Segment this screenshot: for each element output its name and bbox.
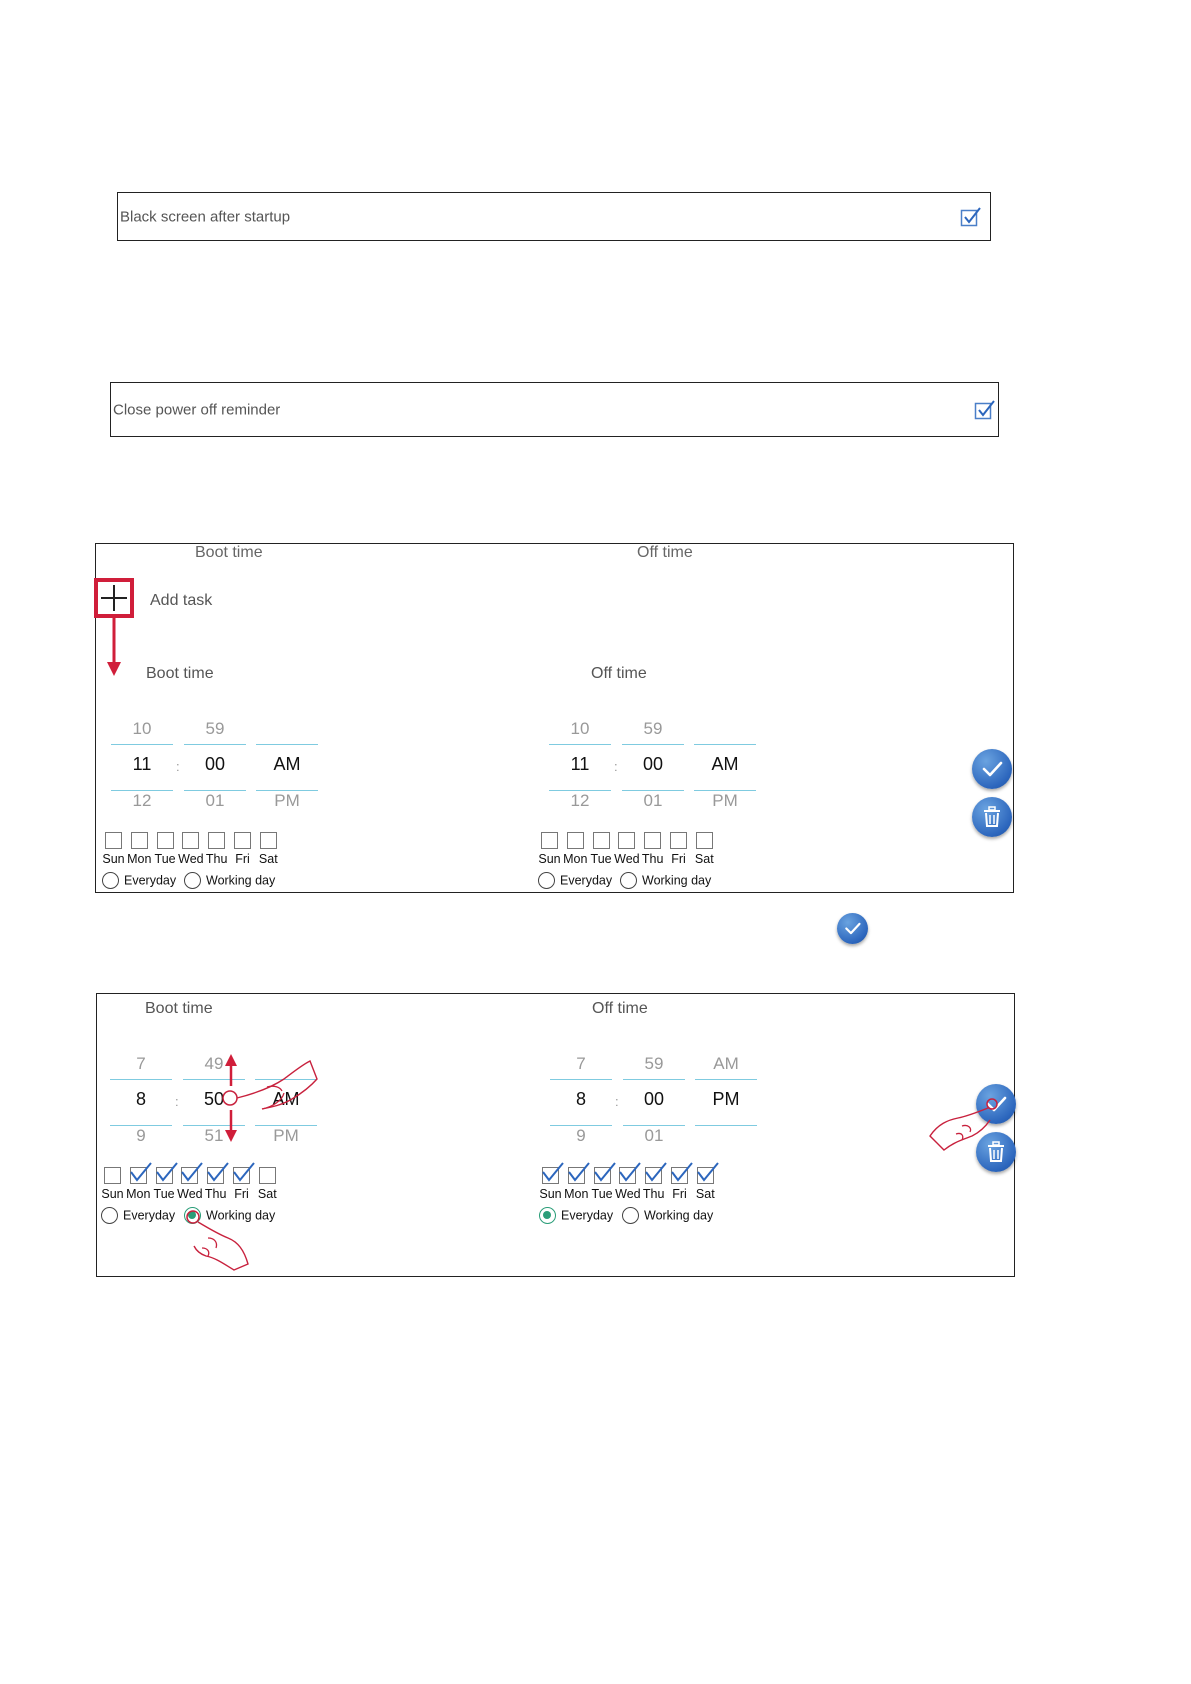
boot-everyday-radio[interactable] xyxy=(102,872,176,889)
day-label: Thu xyxy=(204,1187,227,1201)
checkmark-icon xyxy=(696,1162,720,1184)
hand-pointer-icon xyxy=(180,1208,260,1272)
ampm-next: PM xyxy=(712,791,738,810)
day-checkbox[interactable] xyxy=(104,1167,121,1184)
hour-current: 11 xyxy=(570,754,590,774)
minute-wheel[interactable] xyxy=(623,1052,685,1157)
close-reminder-checkbox[interactable] xyxy=(974,399,996,421)
day-label: Wed xyxy=(615,1187,641,1201)
day-checkbox[interactable] xyxy=(259,1167,276,1184)
day-label: Tue xyxy=(591,1187,613,1201)
day-checkbox[interactable] xyxy=(619,1167,636,1184)
close-reminder-setting[interactable] xyxy=(110,382,999,437)
hour-next: 9 xyxy=(136,1126,146,1145)
day-checkbox[interactable] xyxy=(568,1167,585,1184)
checkmark-icon xyxy=(206,1162,230,1184)
minute-current: 00 xyxy=(642,754,664,774)
day-wed[interactable] xyxy=(613,832,640,866)
time-colon: : xyxy=(176,759,180,774)
day-checkbox[interactable] xyxy=(696,832,713,849)
day-checkbox[interactable] xyxy=(181,1167,198,1184)
hand-pointer-icon xyxy=(222,1057,322,1117)
working-day-label: Working day xyxy=(206,1208,276,1223)
minute-wheel[interactable] xyxy=(622,717,684,822)
radio-circle[interactable] xyxy=(620,872,637,889)
day-checkbox[interactable] xyxy=(156,1167,173,1184)
day-label: Tue xyxy=(154,852,176,866)
day-sat[interactable] xyxy=(692,1167,719,1201)
day-checkbox[interactable] xyxy=(105,832,122,849)
checkmark-icon xyxy=(670,1162,694,1184)
day-label: Tue xyxy=(590,852,612,866)
minute-prev: 59 xyxy=(644,1054,664,1073)
plus-icon xyxy=(98,582,130,614)
boot-everyday-radio[interactable] xyxy=(101,1207,175,1224)
day-checkbox[interactable] xyxy=(567,832,584,849)
minute-current: 50 xyxy=(203,1089,225,1109)
hour-current: 8 xyxy=(575,1089,586,1109)
day-sun[interactable] xyxy=(100,832,127,866)
everyday-label: Everyday xyxy=(560,873,613,888)
day-checkbox[interactable] xyxy=(234,832,251,849)
day-sat[interactable] xyxy=(691,832,718,866)
radio-circle[interactable] xyxy=(102,872,119,889)
hour-prev: 7 xyxy=(576,1054,586,1073)
day-mon[interactable] xyxy=(125,1167,152,1201)
checkmark-icon xyxy=(618,1162,642,1184)
day-thu[interactable] xyxy=(639,832,666,866)
check-icon xyxy=(972,749,1012,789)
day-fri[interactable] xyxy=(665,832,692,866)
off-time-title: Off time xyxy=(591,665,647,682)
ampm-wheel[interactable] xyxy=(256,717,318,822)
boot-time-picker[interactable] xyxy=(111,717,341,822)
day-label: Fri xyxy=(671,852,686,866)
black-screen-label: Black screen after startup xyxy=(120,208,291,225)
day-sat[interactable] xyxy=(254,1167,281,1201)
day-thu[interactable] xyxy=(202,1167,229,1201)
day-fri[interactable] xyxy=(666,1167,693,1201)
day-sun[interactable] xyxy=(537,1167,564,1201)
day-label: Mon xyxy=(564,1187,589,1201)
day-label: Tue xyxy=(153,1187,175,1201)
hour-next: 12 xyxy=(570,791,590,810)
day-wed[interactable] xyxy=(614,1167,641,1201)
minute-prev: 49 xyxy=(204,1054,224,1073)
off-time-picker[interactable] xyxy=(550,1052,780,1157)
hour-wheel[interactable] xyxy=(550,1052,612,1157)
day-label: Sat xyxy=(694,852,714,866)
off-working-day-radio[interactable] xyxy=(622,1207,713,1224)
day-tue[interactable] xyxy=(589,1167,616,1201)
time-colon: : xyxy=(614,759,618,774)
minute-prev: 59 xyxy=(643,719,663,738)
close-reminder-label: Close power off reminder xyxy=(113,401,281,418)
add-task-label: Add task xyxy=(150,592,213,609)
annotation-arrow-down xyxy=(104,618,124,678)
day-label: Sat xyxy=(257,1187,277,1201)
everyday-label: Everyday xyxy=(124,873,177,888)
ampm-prev: AM xyxy=(713,1054,739,1073)
hour-next: 9 xyxy=(576,1126,586,1145)
day-label: Mon xyxy=(126,1187,151,1201)
day-checkbox[interactable] xyxy=(130,1167,147,1184)
day-mon[interactable] xyxy=(562,832,589,866)
ampm-current: AM xyxy=(711,754,739,774)
day-label: Sun xyxy=(102,852,125,866)
black-screen-setting[interactable] xyxy=(117,192,991,241)
working-day-label: Working day xyxy=(206,873,276,888)
day-mon[interactable] xyxy=(563,1167,590,1201)
hour-prev: 10 xyxy=(570,719,590,738)
day-tue[interactable] xyxy=(588,832,615,866)
time-colon: : xyxy=(175,1094,179,1109)
day-label: Fri xyxy=(234,1187,249,1201)
radio-circle[interactable] xyxy=(101,1207,118,1224)
off-working-day-radio[interactable] xyxy=(620,872,711,889)
day-checkbox[interactable] xyxy=(131,832,148,849)
day-label: Thu xyxy=(205,852,228,866)
radio-circle[interactable] xyxy=(184,872,201,889)
boot-time-title: Boot time xyxy=(146,665,214,682)
day-label: Wed xyxy=(614,852,640,866)
day-thu[interactable] xyxy=(640,1167,667,1201)
ampm-current: AM xyxy=(272,1089,300,1109)
ampm-current: AM xyxy=(273,754,301,774)
hour-wheel[interactable] xyxy=(110,1052,172,1157)
ampm-wheel[interactable] xyxy=(695,1052,757,1157)
day-thu[interactable] xyxy=(203,832,230,866)
day-checkbox[interactable] xyxy=(671,1167,688,1184)
trash-icon xyxy=(972,797,1012,837)
boot-working-day-radio[interactable] xyxy=(184,872,275,889)
checkmark-icon xyxy=(129,1162,153,1184)
radio-circle[interactable] xyxy=(622,1207,639,1224)
ampm-current: PM xyxy=(712,1089,740,1109)
day-label: Thu xyxy=(641,852,664,866)
day-fri[interactable] xyxy=(229,832,256,866)
day-label: Sun xyxy=(538,852,561,866)
day-tue[interactable] xyxy=(152,832,179,866)
working-day-label: Working day xyxy=(642,873,712,888)
day-label: Fri xyxy=(672,1187,687,1201)
ampm-next: PM xyxy=(273,1126,299,1145)
day-wed[interactable] xyxy=(177,832,204,866)
black-screen-checkbox[interactable] xyxy=(960,206,982,228)
day-checkbox[interactable] xyxy=(157,832,174,849)
hour-prev: 7 xyxy=(136,1054,146,1073)
hour-prev: 10 xyxy=(132,719,152,738)
boot-time-header: Boot time xyxy=(195,544,263,561)
day-checkbox[interactable] xyxy=(670,832,687,849)
everyday-label: Everyday xyxy=(123,1208,176,1223)
off-everyday-radio[interactable] xyxy=(539,1207,613,1224)
minute-next: 01 xyxy=(205,791,225,810)
day-label: Fri xyxy=(235,852,250,866)
checkmark-icon xyxy=(593,1162,617,1184)
minute-prev: 59 xyxy=(205,719,225,738)
day-checkbox[interactable] xyxy=(697,1167,714,1184)
day-sat[interactable] xyxy=(255,832,282,866)
day-checkbox[interactable] xyxy=(594,1167,611,1184)
day-label: Thu xyxy=(642,1187,665,1201)
day-label: Wed xyxy=(177,1187,203,1201)
day-fri[interactable] xyxy=(228,1167,255,1201)
hand-pointer-icon xyxy=(928,1090,1000,1152)
day-checkbox[interactable] xyxy=(260,832,277,849)
day-label: Mon xyxy=(563,852,588,866)
everyday-label: Everyday xyxy=(561,1208,614,1223)
radio-circle[interactable] xyxy=(539,1207,556,1224)
add-task-button[interactable] xyxy=(94,578,134,618)
day-checkbox[interactable] xyxy=(208,832,225,849)
working-day-label: Working day xyxy=(644,1208,714,1223)
day-checkbox[interactable] xyxy=(207,1167,224,1184)
hour-wheel[interactable] xyxy=(111,717,173,822)
radio-circle[interactable] xyxy=(538,872,555,889)
day-label: Wed xyxy=(178,852,204,866)
day-sun[interactable] xyxy=(536,832,563,866)
minute-next: 01 xyxy=(643,791,663,810)
day-checkbox[interactable] xyxy=(542,1167,559,1184)
ampm-next: PM xyxy=(274,791,300,810)
day-label: Mon xyxy=(127,852,152,866)
day-checkbox[interactable] xyxy=(233,1167,250,1184)
day-label: Sun xyxy=(101,1187,124,1201)
off-everyday-radio[interactable] xyxy=(538,872,612,889)
day-mon[interactable] xyxy=(126,832,153,866)
off-time-header: Off time xyxy=(637,544,693,561)
boot-time-title: Boot time xyxy=(145,1000,213,1017)
checkmark-icon xyxy=(567,1162,591,1184)
hour-current: 11 xyxy=(132,754,152,774)
day-wed[interactable] xyxy=(176,1167,203,1201)
confirm-button[interactable] xyxy=(972,749,1012,789)
off-time-title: Off time xyxy=(592,1000,648,1017)
checkmark-icon xyxy=(155,1162,179,1184)
day-checkbox[interactable] xyxy=(644,832,661,849)
hour-wheel[interactable] xyxy=(549,717,611,822)
schedule-panel-add-task xyxy=(95,543,1014,893)
day-checkbox[interactable] xyxy=(182,832,199,849)
day-checkbox[interactable] xyxy=(618,832,635,849)
day-tue[interactable] xyxy=(151,1167,178,1201)
day-label: Sat xyxy=(695,1187,715,1201)
day-sun[interactable] xyxy=(99,1167,126,1201)
checkmark-icon xyxy=(180,1162,204,1184)
minute-current: 00 xyxy=(643,1089,665,1109)
minute-next: 01 xyxy=(644,1126,664,1145)
check-icon xyxy=(837,913,868,944)
minute-next: 51 xyxy=(204,1126,224,1145)
delete-button[interactable] xyxy=(972,797,1012,837)
hour-current: 8 xyxy=(135,1089,146,1109)
minute-current: 00 xyxy=(204,754,226,774)
off-time-picker[interactable] xyxy=(549,717,779,822)
time-colon: : xyxy=(615,1094,619,1109)
checkmark-icon xyxy=(232,1162,256,1184)
day-label: Sun xyxy=(539,1187,562,1201)
hour-next: 12 xyxy=(132,791,152,810)
day-checkbox[interactable] xyxy=(645,1167,662,1184)
day-label: Sat xyxy=(258,852,278,866)
checkmark-icon xyxy=(541,1162,565,1184)
checkmark-icon xyxy=(644,1162,668,1184)
day-checkbox[interactable] xyxy=(541,832,558,849)
confirm-icon-reference xyxy=(837,913,868,944)
ampm-wheel[interactable] xyxy=(694,717,756,822)
minute-wheel[interactable] xyxy=(184,717,246,822)
day-checkbox[interactable] xyxy=(593,832,610,849)
